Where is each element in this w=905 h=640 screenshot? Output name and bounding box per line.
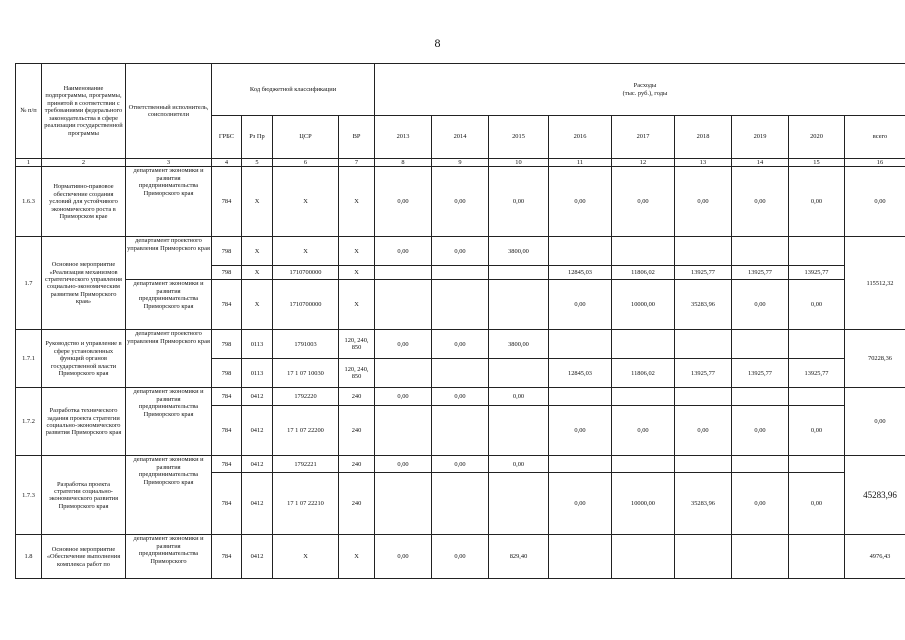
cell-2015: 829,40 (489, 535, 549, 579)
cell-2015 (489, 359, 549, 388)
cell-2013: 0,00 (375, 388, 432, 406)
cell-total: 0,00 (845, 388, 905, 456)
header-expenses-unit: (тыс. руб.), годы (622, 89, 668, 97)
cell-2019 (732, 456, 789, 473)
row-responsible: департамент экономики и развития предпринимательства Приморского края (126, 280, 212, 330)
cell-2013: 0,00 (375, 535, 432, 579)
cell-2016 (549, 388, 612, 406)
cell-2020: 13925,77 (789, 266, 845, 280)
cell-2016: 12845,03 (549, 359, 612, 388)
cell-2016: 0,00 (549, 280, 612, 330)
cell-vr: X (339, 535, 375, 579)
column-numbers-row (16, 159, 905, 167)
header-row-1 (16, 64, 905, 116)
row-responsible: департамент экономики и развития предпринимательства Приморского (126, 535, 212, 579)
cell-2015 (489, 266, 549, 280)
cell-rzpr: 0412 (242, 406, 273, 456)
cell-grbs: 784 (212, 535, 242, 579)
cell-grbs: 798 (212, 266, 242, 280)
cell-2013 (375, 359, 432, 388)
cell-2018 (675, 330, 732, 359)
cell-csr: 17 1 07 10030 (273, 359, 339, 388)
cell-2016: 0,00 (549, 167, 612, 237)
cell-2019 (732, 535, 789, 579)
cell-vr: 240 (339, 473, 375, 535)
cell-rzpr: X (242, 280, 273, 330)
header-year: 2018 (675, 116, 732, 159)
cell-2016: 12845,03 (549, 266, 612, 280)
cell-2016 (549, 456, 612, 473)
cell-2019: 0,00 (732, 406, 789, 456)
cell-2014: 0,00 (432, 535, 489, 579)
cell-2014 (432, 473, 489, 535)
cell-2019: 13925,77 (732, 359, 789, 388)
cell-2019: 0,00 (732, 473, 789, 535)
cell-2017: 11806,02 (612, 266, 675, 280)
cell-vr: 240 (339, 406, 375, 456)
cell-2014: 0,00 (432, 330, 489, 359)
header-year: 2019 (732, 116, 789, 159)
row-num: 1.7.1 (16, 330, 42, 388)
table-row (16, 167, 905, 237)
cell-2018: 0,00 (675, 406, 732, 456)
cell-2020 (789, 535, 845, 579)
row-responsible: департамент проектного управления Приморского края (126, 237, 212, 280)
cell-grbs: 784 (212, 456, 242, 473)
header-grbs: ГРБС (212, 116, 242, 159)
header-name: Наименование подпрограммы, программы, принятой в соответствии с требованиями федерального законодательства в сфере реализации государственной программы (42, 64, 126, 159)
cell-2018: 13925,77 (675, 359, 732, 388)
cell-csr: X (273, 535, 339, 579)
cell-2019 (732, 237, 789, 266)
col-number: 8 (375, 159, 432, 167)
cell-rzpr: 0113 (242, 330, 273, 359)
cell-2014 (432, 280, 489, 330)
header-year: 2015 (489, 116, 549, 159)
cell-2018: 0,00 (675, 167, 732, 237)
cell-2014: 0,00 (432, 167, 489, 237)
cell-vr: X (339, 167, 375, 237)
header-year: 2020 (789, 116, 845, 159)
header-vr: ВР (339, 116, 375, 159)
cell-grbs: 784 (212, 406, 242, 456)
cell-2016 (549, 330, 612, 359)
cell-2018 (675, 388, 732, 406)
cell-2016: 0,00 (549, 473, 612, 535)
cell-2017 (612, 456, 675, 473)
cell-vr: 240 (339, 388, 375, 406)
cell-total: 0,00 (845, 167, 905, 237)
cell-2019: 0,00 (732, 167, 789, 237)
cell-2018 (675, 456, 732, 473)
cell-2017: 0,00 (612, 167, 675, 237)
col-number: 13 (675, 159, 732, 167)
cell-2018: 13925,77 (675, 266, 732, 280)
col-number: 11 (549, 159, 612, 167)
cell-2017 (612, 237, 675, 266)
cell-2018: 35283,96 (675, 280, 732, 330)
cell-2015 (489, 280, 549, 330)
row-name: Основное мероприятие «Реализация механизмов стратегического управления социально-экономическим развитием Приморского края» (42, 237, 126, 330)
cell-rzpr: 0412 (242, 473, 273, 535)
header-num: № п/п (16, 64, 42, 159)
cell-grbs: 784 (212, 473, 242, 535)
cell-vr: 240 (339, 456, 375, 473)
cell-2014 (432, 406, 489, 456)
row-name: Нормативно-правовое обеспечение создания условий для устойчивого экономического роста в Приморском крае (42, 167, 126, 237)
cell-2016 (549, 237, 612, 266)
cell-2014: 0,00 (432, 456, 489, 473)
row-name: Разработка технического задания проекта стратегии социально-экономического развития Приморского края (42, 388, 126, 456)
cell-rzpr: 0412 (242, 456, 273, 473)
row-name: Разработка проекта стратегии социально-экономического развития Приморского края (42, 456, 126, 535)
cell-2019 (732, 388, 789, 406)
cell-2020: 13925,77 (789, 359, 845, 388)
header-year: 2017 (612, 116, 675, 159)
cell-2017: 11806,02 (612, 359, 675, 388)
cell-rzpr: 0412 (242, 388, 273, 406)
cell-vr: X (339, 266, 375, 280)
header-expenses-title: Расходы (633, 82, 657, 90)
cell-2020: 0,00 (789, 167, 845, 237)
cell-2020: 0,00 (789, 473, 845, 535)
cell-csr: X (273, 167, 339, 237)
cell-grbs: 798 (212, 330, 242, 359)
cell-2013: 0,00 (375, 330, 432, 359)
table-row (16, 237, 905, 266)
col-number: 9 (432, 159, 489, 167)
cell-2013: 0,00 (375, 456, 432, 473)
cell-rzpr: 0412 (242, 535, 273, 579)
cell-csr: 1710700000 (273, 266, 339, 280)
cell-total: 4976,43 (845, 535, 905, 579)
cell-2020: 0,00 (789, 406, 845, 456)
page-number: 8 (434, 36, 441, 50)
header-responsible: Ответственный исполнитель, соисполнители (126, 64, 212, 159)
cell-2015: 0,00 (489, 388, 549, 406)
row-num: 1.8 (16, 535, 42, 579)
cell-2018 (675, 237, 732, 266)
col-number: 15 (789, 159, 845, 167)
cell-2020 (789, 388, 845, 406)
cell-2019: 0,00 (732, 280, 789, 330)
cell-2017: 0,00 (612, 406, 675, 456)
cell-csr: 17 1 07 22200 (273, 406, 339, 456)
cell-2019 (732, 330, 789, 359)
cell-2015 (489, 473, 549, 535)
cell-2020 (789, 456, 845, 473)
cell-2018: 35283,96 (675, 473, 732, 535)
cell-2018 (675, 535, 732, 579)
cell-2016 (549, 535, 612, 579)
cell-2013 (375, 280, 432, 330)
cell-vr: 120, 240, 850 (339, 359, 375, 388)
row-num: 1.6.3 (16, 167, 42, 237)
row-responsible: департамент экономики и развития предпринимательства Приморского края (126, 388, 212, 456)
col-number: 16 (845, 159, 905, 167)
cell-rzpr: X (242, 237, 273, 266)
cell-2015: 3800,00 (489, 330, 549, 359)
cell-2013: 0,00 (375, 167, 432, 237)
cell-grbs: 798 (212, 359, 242, 388)
cell-2017: 10000,00 (612, 280, 675, 330)
header-expenses (375, 64, 905, 116)
header-csr: ЦСР (273, 116, 339, 159)
cell-2013 (375, 266, 432, 280)
header-budget-code: Код бюджетной классификации (212, 64, 375, 116)
budget-table (15, 63, 905, 579)
header-total: всего (845, 116, 905, 159)
cell-total: 45283,96 (845, 456, 905, 535)
cell-2015: 0,00 (489, 456, 549, 473)
cell-2017 (612, 330, 675, 359)
cell-2020: 0,00 (789, 280, 845, 330)
cell-2015: 0,00 (489, 167, 549, 237)
header-year: 2016 (549, 116, 612, 159)
row-name: Руководство и управление в сфере установленных функций органов государственной власти Приморского края (42, 330, 126, 388)
cell-csr: 1791003 (273, 330, 339, 359)
col-number: 6 (273, 159, 339, 167)
row-num: 1.7.3 (16, 456, 42, 535)
cell-grbs: 798 (212, 237, 242, 266)
cell-rzpr: X (242, 266, 273, 280)
cell-vr: X (339, 237, 375, 266)
col-number: 3 (126, 159, 212, 167)
header-year: 2014 (432, 116, 489, 159)
col-number: 12 (612, 159, 675, 167)
cell-csr: X (273, 237, 339, 266)
cell-rzpr: X (242, 167, 273, 237)
row-num: 1.7 (16, 237, 42, 330)
cell-grbs: 784 (212, 167, 242, 237)
cell-2017 (612, 535, 675, 579)
cell-total: 115512,32 (845, 237, 905, 330)
cell-2013: 0,00 (375, 237, 432, 266)
row-responsible: департамент проектного управления Приморского края (126, 330, 212, 388)
cell-2014: 0,00 (432, 388, 489, 406)
cell-csr: 17 1 07 22210 (273, 473, 339, 535)
cell-2020 (789, 237, 845, 266)
cell-2015 (489, 406, 549, 456)
row-responsible: департамент экономики и развития предпринимательства Приморского края (126, 456, 212, 535)
table-row (16, 330, 905, 359)
cell-grbs: 784 (212, 280, 242, 330)
cell-csr: 1792220 (273, 388, 339, 406)
table-row (16, 280, 905, 330)
table-row (16, 456, 905, 473)
cell-rzpr: 0113 (242, 359, 273, 388)
col-number: 1 (16, 159, 42, 167)
cell-csr: 1710700000 (273, 280, 339, 330)
cell-csr: 1792221 (273, 456, 339, 473)
table-row (16, 535, 905, 579)
col-number: 14 (732, 159, 789, 167)
cell-2014: 0,00 (432, 237, 489, 266)
table-row (16, 388, 905, 406)
cell-total: 70228,36 (845, 330, 905, 388)
col-number: 4 (212, 159, 242, 167)
row-responsible: департамент экономики и развития предпринимательства Приморского края (126, 167, 212, 237)
row-num: 1.7.2 (16, 388, 42, 456)
cell-2016: 0,00 (549, 406, 612, 456)
col-number: 10 (489, 159, 549, 167)
cell-2019: 13925,77 (732, 266, 789, 280)
cell-2013 (375, 406, 432, 456)
row-name: Основное мероприятие «Обеспечение выполнения комплекса работ по (42, 535, 126, 579)
col-number: 5 (242, 159, 273, 167)
cell-grbs: 784 (212, 388, 242, 406)
header-year: 2013 (375, 116, 432, 159)
cell-vr: X (339, 280, 375, 330)
cell-2014 (432, 266, 489, 280)
cell-2017 (612, 388, 675, 406)
cell-2017: 10000,00 (612, 473, 675, 535)
cell-vr: 120, 240, 850 (339, 330, 375, 359)
col-number: 2 (42, 159, 126, 167)
cell-2013 (375, 473, 432, 535)
cell-2014 (432, 359, 489, 388)
col-number: 7 (339, 159, 375, 167)
cell-2020 (789, 330, 845, 359)
header-rzpr: Рз Пр (242, 116, 273, 159)
cell-2015: 3800,00 (489, 237, 549, 266)
